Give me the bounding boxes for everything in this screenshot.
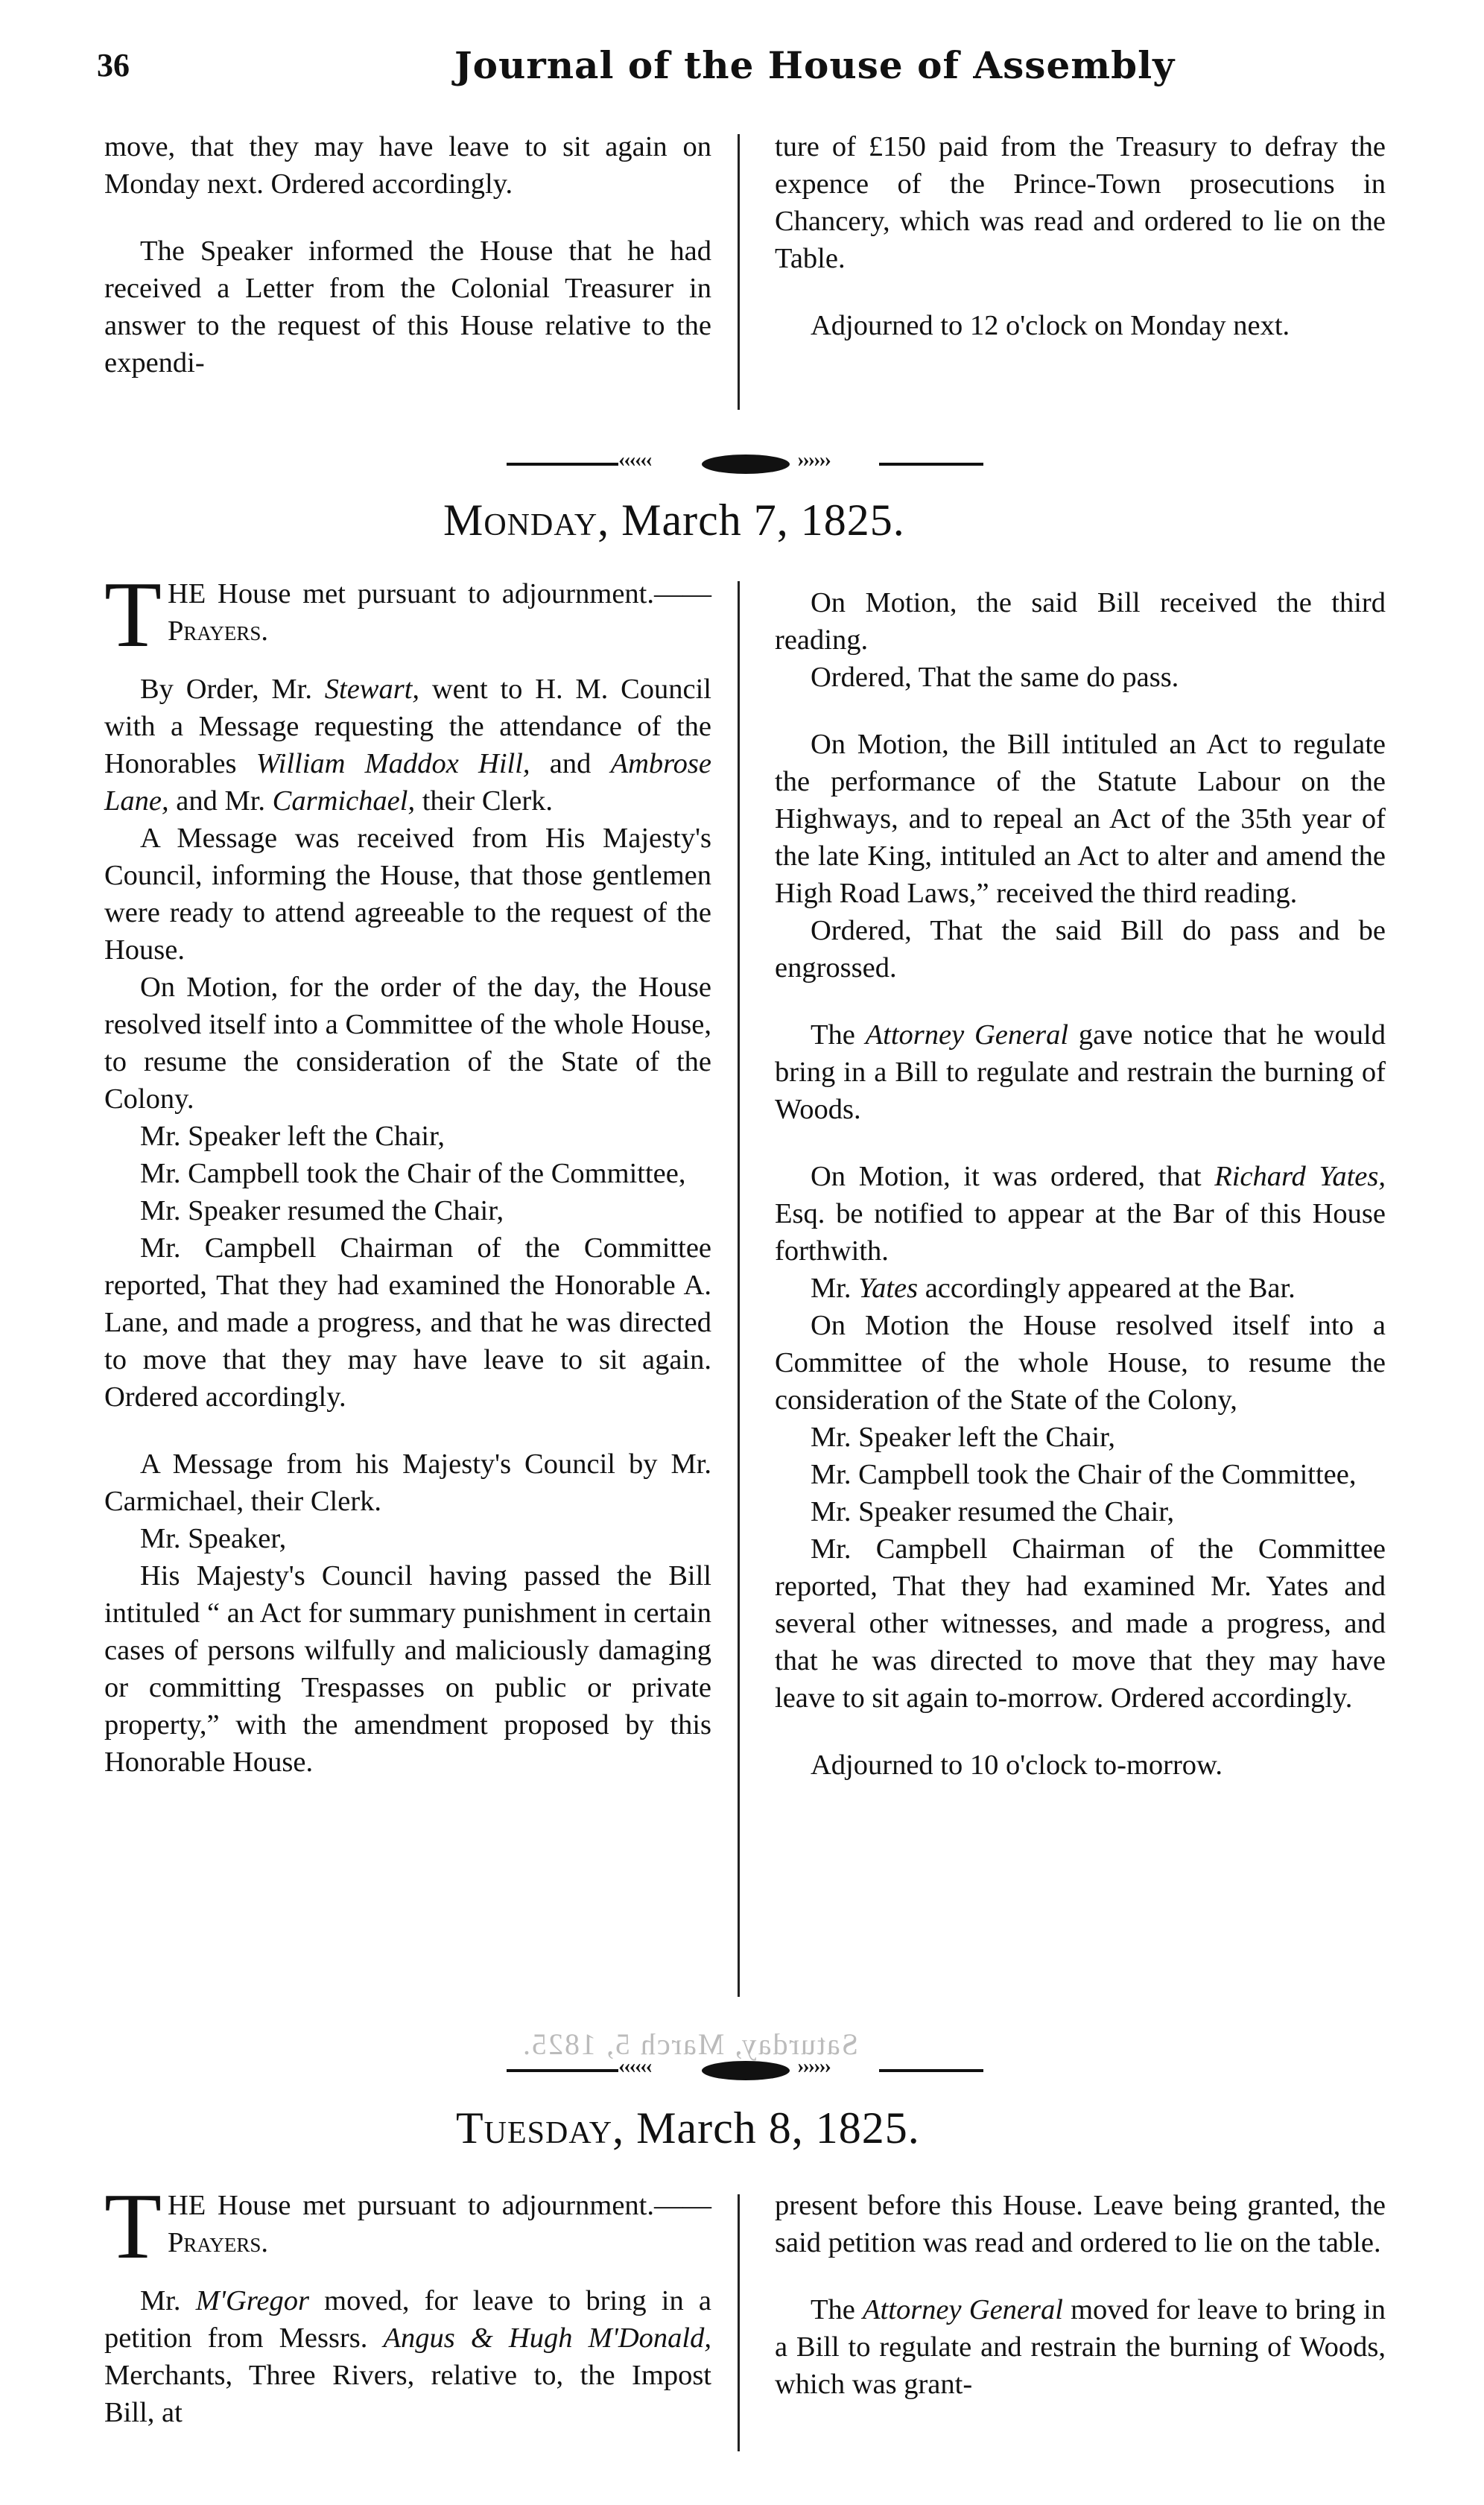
- journal-title: Journal of the House of Assembly: [454, 43, 1176, 87]
- paragraph: The Attorney General gave notice that he would bring in a Bill to regulate and restrain the burning of Woods.: [775, 1019, 1386, 1125]
- paragraph: Mr. Campbell took the Chair of the Committee,: [140, 1158, 686, 1189]
- drop-cap: T: [104, 563, 162, 667]
- paragraph: Mr. Campbell Chairman of the Committee reported, That they had examined the Honorable A. Lane, and made a progress, and that he was directed to move that they may have leave to sit again. Ordered accordingly.: [104, 1232, 711, 1413]
- paragraph: The Attorney General moved for leave to bring in a Bill to regulate and restrain the burning of Woods, which was grant-: [775, 2294, 1386, 2400]
- top-right-column: [775, 128, 1386, 344]
- top-left-column: [104, 128, 711, 381]
- paragraph: move, that they may have leave to sit again on Monday next. Ordered accordingly.: [104, 131, 711, 200]
- paragraph: Adjourned to 12 o'clock on Monday next.: [811, 310, 1290, 341]
- paragraph: Mr. Campbell took the Chair of the Committee,: [811, 1459, 1357, 1490]
- heading-date: March 8, 1825.: [636, 2103, 920, 2153]
- drop-cap: T: [104, 2175, 162, 2278]
- column-rule: [738, 134, 740, 410]
- paragraph: A Message was received from His Majesty's Council, informing the House, that those gentlemen were ready to attend agreeable to the request of the House.: [104, 823, 711, 966]
- paragraph: Ordered, That the said Bill do pass and be engrossed.: [775, 915, 1386, 984]
- paragraph: On Motion, for the order of the day, the House resolved itself into a Committee of the whole House, to resume the consideration of the State of the Colony.: [104, 972, 711, 1115]
- column-rule: [738, 2194, 740, 2451]
- page-number: 36: [97, 47, 130, 83]
- opening-paragraph: THE House met pursuant to adjournment.——Prayers.: [104, 2175, 711, 2278]
- paragraph: On Motion, the said Bill received the third reading.: [775, 587, 1386, 656]
- heading-day: Monday,: [443, 495, 610, 545]
- paragraph: Mr. Yates accordingly appeared at the Bar.: [811, 1273, 1296, 1304]
- paragraph: Mr. M'Gregor moved, for leave to bring in a petition from Messrs. Angus & Hugh M'Donald, Merchants, Three Rivers, relative to, the Impost Bill, at: [104, 2285, 711, 2428]
- column-rule: [738, 581, 740, 1997]
- paragraph: ture of £150 paid from the Treasury to defray the expence of the Prince-Town prosecutions in Chancery, which was read and ordered to lie on the Table.: [775, 131, 1386, 274]
- paragraph: Mr. Campbell Chairman of the Committee reported, That they had examined Mr. Yates and several other witnesses, and made a progress, and that he was directed to move that they may have leave to sit again to-morrow. Ordered accordingly.: [775, 1533, 1386, 1714]
- paragraph: Mr. Speaker resumed the Chair,: [811, 1496, 1175, 1527]
- paragraph: On Motion, it was ordered, that Richard Yates, Esq. be notified to appear at the Bar of this House forthwith.: [775, 1161, 1386, 1267]
- paragraph: Mr. Speaker left the Chair,: [140, 1121, 445, 1152]
- running-header: [89, 43, 1401, 106]
- heading-day: Tuesday,: [456, 2103, 625, 2153]
- tuesday-heading: [456, 2103, 920, 2154]
- paragraph: Mr. Speaker,: [140, 1523, 287, 1554]
- monday-left-column: [104, 563, 712, 1781]
- paragraph: On Motion the House resolved itself into a Committee of the whole House, to resume the consideration of the State of the Colony,: [775, 1310, 1386, 1416]
- ornamental-rule: ‹‹‹‹‹‹ ››››››: [507, 2059, 983, 2082]
- tuesday-left-column: [104, 2175, 711, 2431]
- paragraph: Mr. Speaker resumed the Chair,: [140, 1195, 504, 1226]
- paragraph: By Order, Mr. Stewart, went to H. M. Council with a Message requesting the attendance of the Honorables William Maddox Hill, and Ambrose Lane, and Mr. Carmichael, their Clerk.: [104, 674, 712, 817]
- monday-heading: [443, 495, 905, 546]
- paragraph: His Majesty's Council having passed the Bill intituled “ an Act for summary punishment in certain cases of persons wilfully and maliciously damaging or committing Trespasses on public or private property,” with the amendment proposed by this Honorable House.: [104, 1560, 711, 1778]
- paragraph: The Speaker informed the House that he had received a Letter from the Colonial Treasurer in answer to the request of this House relative to the expendi-: [104, 235, 711, 379]
- paragraph: present before this House. Leave being granted, the said petition was read and ordered to lie on the table.: [775, 2190, 1386, 2258]
- ornamental-rule: ‹‹‹‹‹‹ ››››››: [507, 453, 983, 475]
- paragraph: On Motion, the Bill intituled an Act to regulate the performance of the Statute Labour on the Highways, and to repeal an Act of the 35th year of the late King, intituled an Act to alter and amend the High Road Laws,” received the third reading.: [775, 729, 1386, 909]
- tuesday-right-column: [775, 2187, 1386, 2403]
- paragraph: A Message from his Majesty's Council by Mr. Carmichael, their Clerk.: [104, 1448, 711, 1517]
- paragraph: Adjourned to 10 o'clock to-morrow.: [811, 1749, 1223, 1781]
- paragraph: Mr. Speaker left the Chair,: [811, 1422, 1116, 1453]
- opening-paragraph: THE House met pursuant to adjournment.——Prayers.: [104, 563, 711, 667]
- paragraph: Ordered, That the same do pass.: [811, 662, 1179, 693]
- heading-date: March 7, 1825.: [621, 495, 905, 545]
- bleed-through-text: Saturday, March 5, 1825.: [521, 2027, 858, 2061]
- monday-right-column: [775, 584, 1386, 1784]
